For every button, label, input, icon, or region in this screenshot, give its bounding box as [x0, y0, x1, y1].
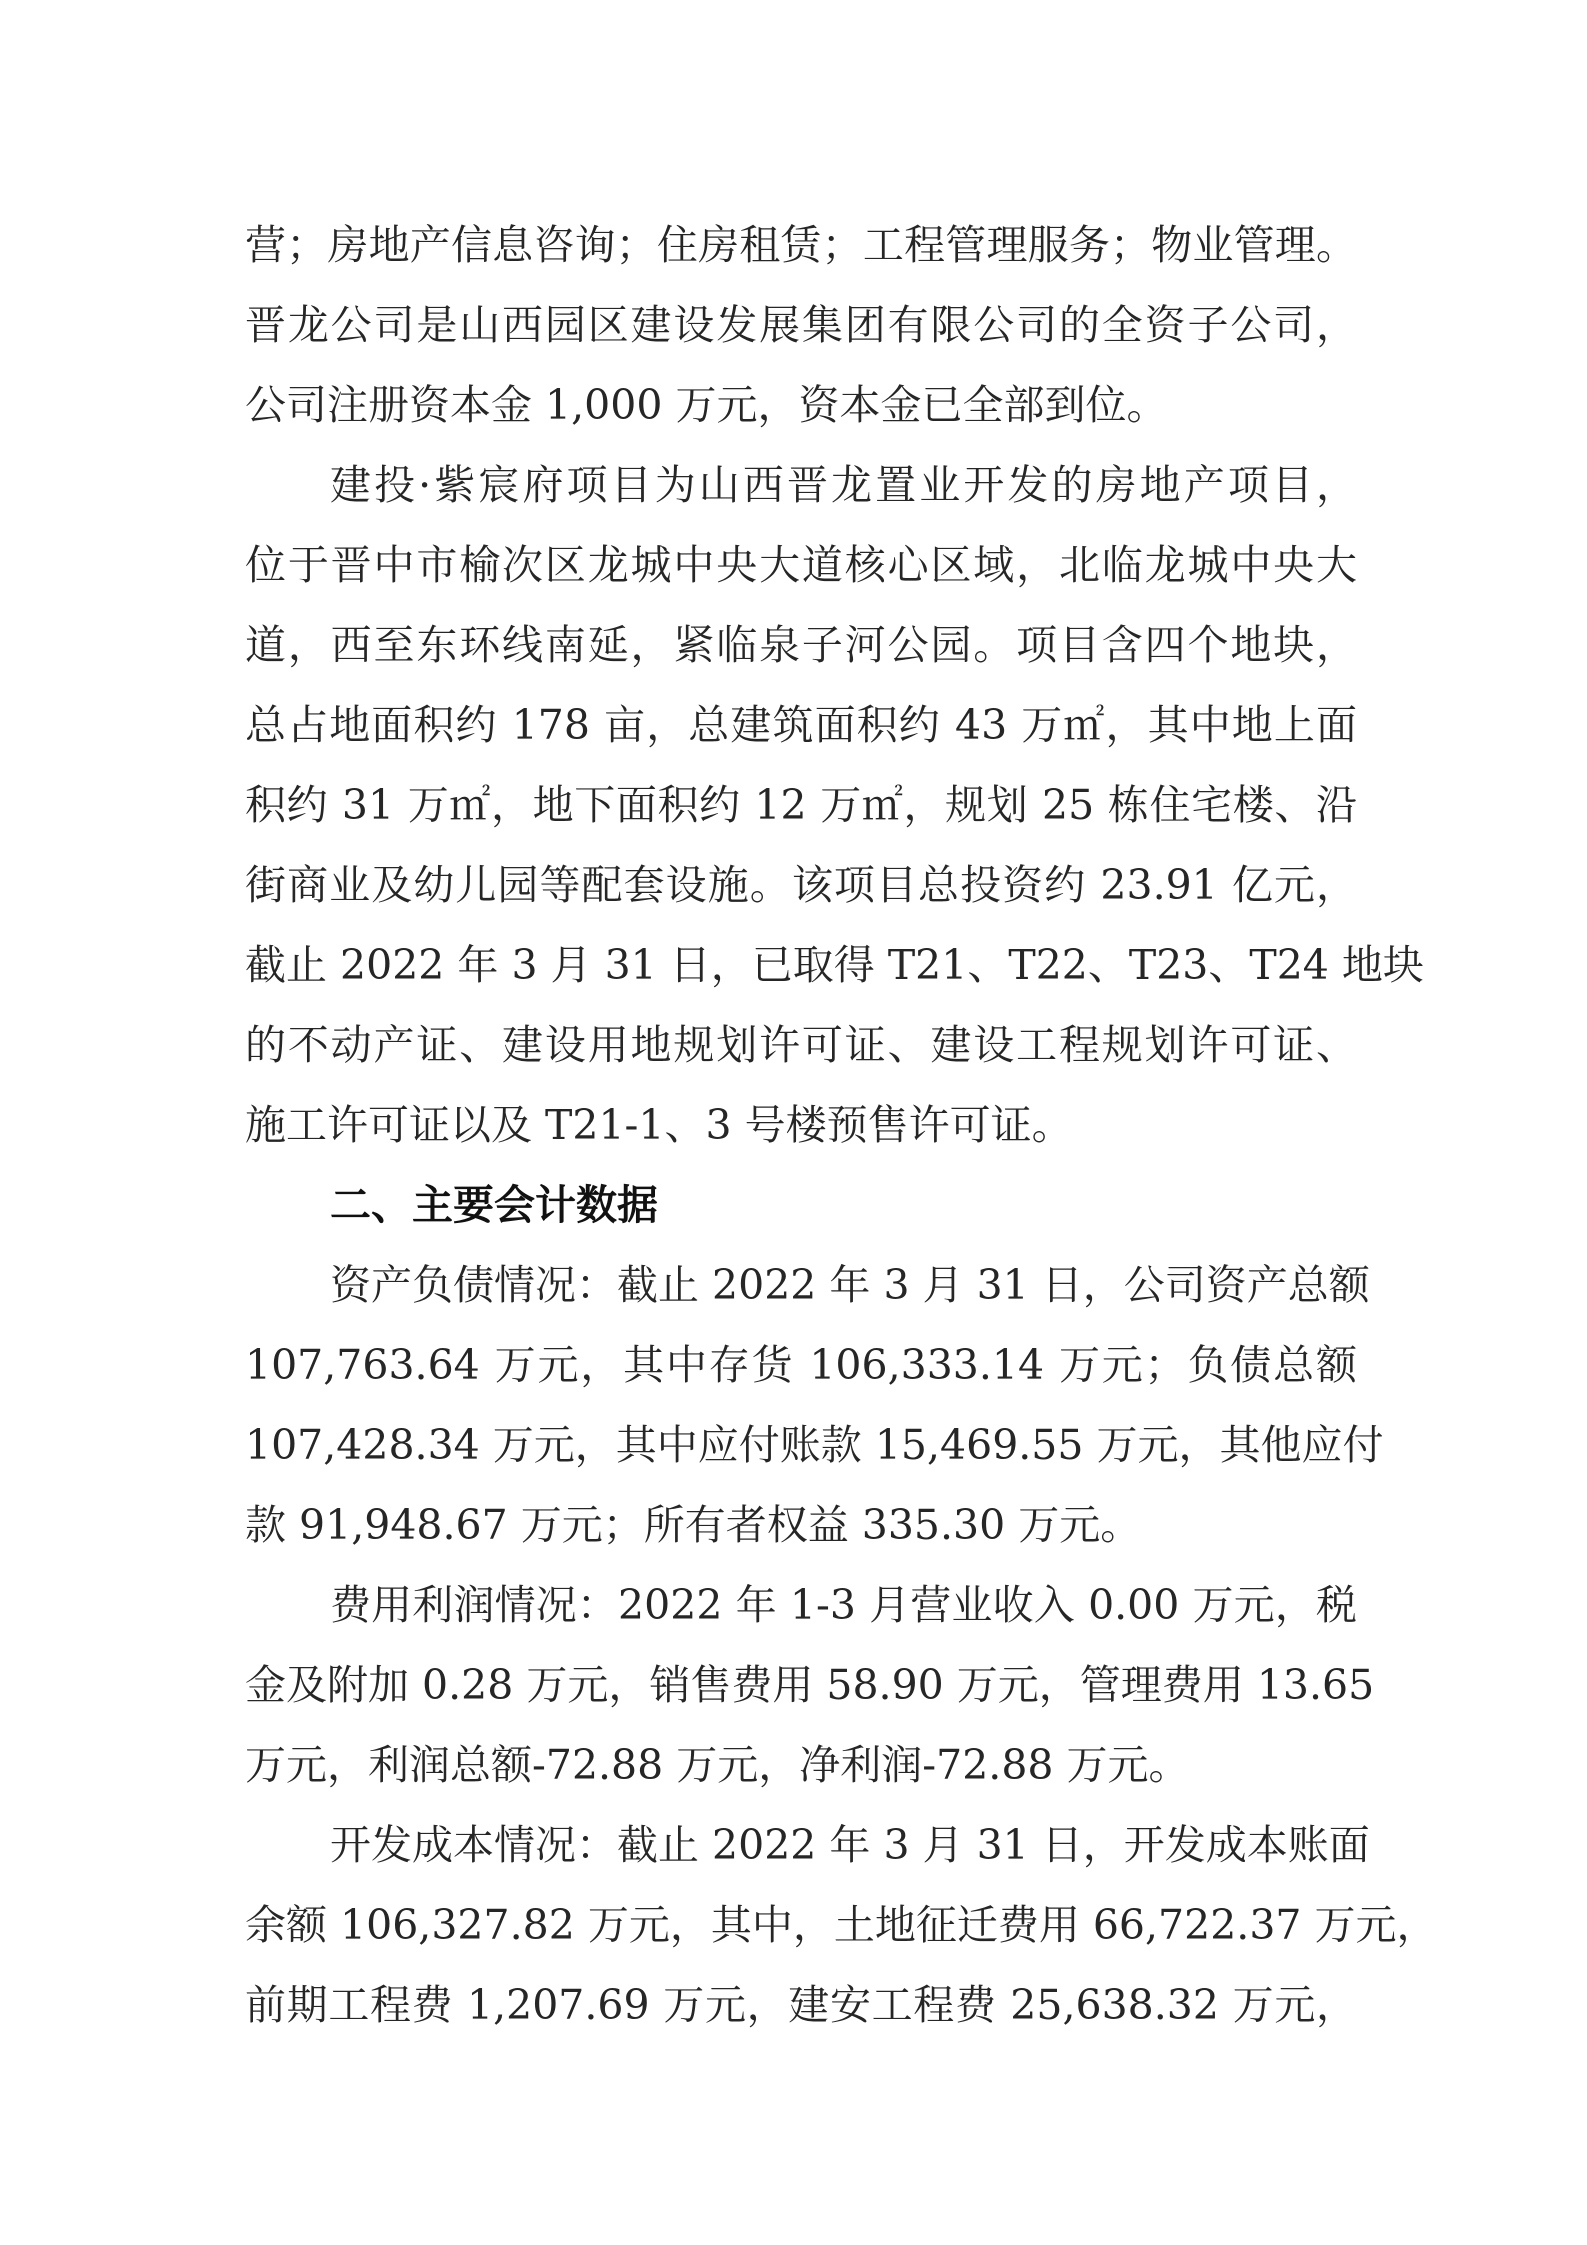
paragraph-line: 道，西至东环线南延，紧临泉子河公园。项目含四个地块， [245, 621, 1357, 669]
paragraph-line: 款 91,948.67 万元；所有者权益 335.30 万元。 [245, 1501, 1142, 1549]
paragraph-line: 总占地面积约 178 亩，总建筑面积约 43 万㎡，其中地上面 [245, 701, 1357, 749]
paragraph-line: 公司注册资本金 1,000 万元，资本金已全部到位。 [245, 381, 1168, 429]
paragraph-line: 万元，利润总额-72.88 万元，净利润-72.88 万元。 [245, 1741, 1190, 1789]
paragraph-line: 积约 31 万㎡，地下面积约 12 万㎡，规划 25 栋住宅楼、沿 [245, 781, 1357, 829]
paragraph-line: 施工许可证以及 T21-1、3 号楼预售许可证。 [245, 1101, 1073, 1149]
paragraph-line: 107,763.64 万元，其中存货 106,333.14 万元；负债总额 [245, 1341, 1357, 1389]
paragraph-line: 的不动产证、建设用地规划许可证、建设工程规划许可证、 [245, 1021, 1357, 1069]
paragraph-line: 余额 106,327.82 万元，其中，土地征迁费用 66,722.37 万元， [245, 1901, 1438, 1949]
paragraph-line: 街商业及幼儿园等配套设施。该项目总投资约 23.91 亿元， [245, 861, 1357, 909]
section-heading: 二、主要会计数据 [330, 1181, 658, 1229]
paragraph-line: 建投·紫宸府项目为山西晋龙置业开发的房地产项目， [330, 461, 1357, 509]
paragraph-line: 营；房地产信息咨询；住房租赁；工程管理服务；物业管理。 [245, 221, 1357, 269]
paragraph-line: 金及附加 0.28 万元，销售费用 58.90 万元，管理费用 13.65 [245, 1661, 1375, 1709]
paragraph-line: 107,428.34 万元，其中应付账款 15,469.55 万元，其他应付 [245, 1421, 1384, 1469]
paragraph-line: 晋龙公司是山西园区建设发展集团有限公司的全资子公司， [245, 301, 1357, 349]
paragraph-line: 费用利润情况：2022 年 1-3 月营业收入 0.00 万元，税 [330, 1581, 1357, 1629]
paragraph-line: 资产负债情况：截止 2022 年 3 月 31 日，公司资产总额 [330, 1261, 1370, 1309]
paragraph-line: 开发成本情况：截止 2022 年 3 月 31 日，开发成本账面 [330, 1821, 1370, 1869]
paragraph-line: 位于晋中市榆次区龙城中央大道核心区域，北临龙城中央大 [245, 541, 1357, 589]
paragraph-line: 前期工程费 1,207.69 万元，建安工程费 25,638.32 万元， [245, 1981, 1357, 2029]
paragraph-line: 截止 2022 年 3 月 31 日，已取得 T21、T22、T23、T24 地块 [245, 941, 1424, 989]
